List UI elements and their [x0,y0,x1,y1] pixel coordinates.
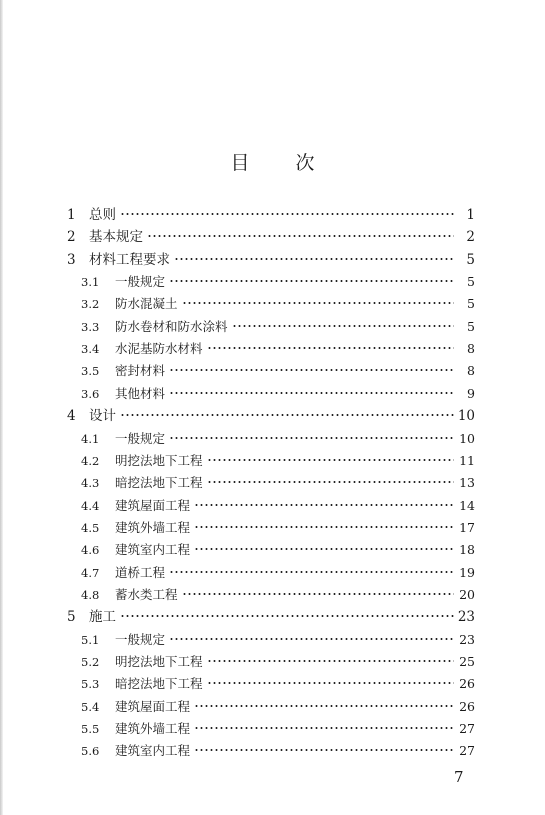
toc-entry[interactable] [81,360,475,382]
toc-entry[interactable] [67,405,475,427]
toc-entry-number: 4.6 [81,543,100,558]
toc-entry[interactable] [81,740,475,762]
toc-entry-label: 建筑外墙工程 [115,519,191,535]
toc-entry-page: 8 [467,341,475,357]
toc-entry-page: 1 [466,207,475,223]
toc-entry-page: 10 [457,408,475,425]
toc-entry-page: 5 [467,274,475,290]
toc-entry[interactable] [81,629,475,651]
toc-entry-number: 3.3 [81,319,100,334]
toc-entry[interactable] [81,472,475,494]
toc-entry-number: 3.6 [81,386,100,401]
toc-entry-page: 26 [459,698,475,714]
toc-entry-number: 2 [67,229,76,246]
toc-entry-label: 一般规定 [115,430,166,446]
toc-entry-label: 建筑室内工程 [115,743,191,759]
toc-entry[interactable] [81,651,475,673]
toc-entry[interactable] [81,539,475,561]
toc-entry-label: 基本规定 [89,229,143,246]
toc-entry-page: 5 [467,296,475,312]
toc-entry[interactable] [81,718,475,740]
toc-entry[interactable] [81,316,475,338]
toc-entry-number: 3.2 [81,297,100,312]
toc-entry[interactable] [81,495,475,517]
toc-entry[interactable] [81,428,475,450]
toc-entry-number: 3.5 [81,364,100,379]
toc-entry-number: 5 [67,609,76,626]
title-char-2: 次 [295,152,315,174]
toc-entry-number: 4.7 [81,565,100,580]
toc-entry-label: 暗挖法地下工程 [115,475,203,491]
toc-entry-page: 8 [467,363,475,379]
toc-entry-number: 4.3 [81,476,100,491]
toc-entry-number: 5.3 [81,677,100,692]
toc-entry-label: 明挖法地下工程 [115,452,203,468]
toc-entry-label: 水泥基防水材料 [115,341,203,357]
toc-entry-label: 设计 [89,408,116,425]
toc-entry[interactable] [81,696,475,718]
toc-entry-page: 27 [459,743,475,759]
toc-entry-label: 总则 [89,207,116,223]
toc-entry-number: 5.2 [81,655,100,669]
toc-entry[interactable] [81,517,475,539]
toc-leader-dots [194,699,454,713]
toc-leader-dots [207,475,454,489]
toc-entry-page: 27 [459,721,475,737]
toc-entry-page: 9 [467,385,475,401]
title-char-1: 目 [230,152,250,174]
toc-entry-label: 建筑室内工程 [115,542,191,558]
toc-entry[interactable] [81,293,475,315]
toc-leader-dots [194,542,454,556]
toc-entry-label: 防水混凝土 [115,296,178,312]
toc-entry-label: 其他材料 [115,385,166,401]
toc-leader-dots [207,654,454,668]
toc-leader-dots [194,520,454,534]
toc-entry-label: 蓄水类工程 [115,586,178,602]
toc-entry-page: 11 [459,452,475,468]
toc-entry-page: 25 [459,654,475,669]
toc-entry-number: 4.4 [81,498,100,513]
toc-leader-dots [147,229,454,243]
toc-entry-number: 1 [67,207,76,223]
toc-entry-number: 4 [67,408,76,425]
toc-entry[interactable] [81,383,475,405]
toc-entry-number: 5.5 [81,722,100,737]
toc-entry-label: 一般规定 [115,274,166,290]
toc-entry-label: 建筑屋面工程 [115,698,191,714]
toc-leader-dots [182,587,454,601]
toc-entry[interactable] [67,204,475,226]
toc-leader-dots [194,721,454,735]
toc-entry-page: 17 [459,519,475,535]
toc-entry[interactable] [67,226,475,248]
toc-entry-number: 4.2 [81,453,100,468]
toc-entry[interactable] [81,584,475,606]
toc-leader-dots [207,453,454,467]
toc-entry-page: 10 [459,430,475,446]
toc-entry-page: 23 [457,609,475,626]
toc-entry-page: 2 [466,229,475,246]
toc-leader-dots [174,252,454,266]
toc-entry[interactable] [67,606,475,628]
toc-entry-page: 5 [467,318,475,334]
toc-leader-dots [120,609,454,623]
toc-entry-label: 施工 [89,609,116,626]
toc-entry-label: 暗挖法地下工程 [115,676,203,692]
toc-entry-label: 密封材料 [115,363,166,379]
toc-leader-dots [120,207,454,221]
toc-leader-dots [207,341,454,355]
toc-leader-dots [169,386,454,400]
toc-entry-page: 26 [459,676,475,692]
toc-entry-label: 建筑外墙工程 [115,721,191,737]
toc-entry-label: 道桥工程 [115,564,166,580]
toc-leader-dots [169,274,454,288]
toc-entry-number: 4.5 [81,520,100,535]
toc-leader-dots [169,565,454,579]
toc-leader-dots [169,363,454,377]
toc-entry-number: 5.6 [81,744,100,759]
toc-entry[interactable] [81,450,475,472]
toc-entry-page: 13 [459,475,475,491]
toc-leader-dots [194,743,454,757]
toc-leader-dots [232,319,454,333]
toc-entry-number: 5.1 [81,632,100,647]
toc-leader-dots [169,431,454,445]
toc-entry-number: 5.4 [81,699,100,714]
toc-leader-dots [120,408,454,422]
toc-entry-page: 18 [459,542,475,558]
toc-entry[interactable] [67,249,475,271]
toc-entry-label: 建筑屋面工程 [115,497,191,513]
toc-entry-number: 3.1 [81,275,100,290]
toc-entry-label: 材料工程要求 [89,251,170,268]
toc-entry-label: 明挖法地下工程 [115,654,203,669]
toc-entry[interactable] [81,271,475,293]
toc-entry-label: 一般规定 [115,631,166,647]
page-number: 7 [454,768,464,786]
toc-entry-number: 4.1 [81,431,100,446]
toc-entry-page: 23 [459,631,475,647]
toc-leader-dots [182,296,454,310]
toc-entry[interactable] [81,562,475,584]
toc-entry-page: 19 [459,564,475,580]
toc-entry[interactable] [81,673,475,695]
toc-entry-page: 20 [459,586,475,602]
toc-entry-number: 4.8 [81,587,100,602]
toc-leader-dots [194,498,454,512]
toc-entry-page: 5 [466,251,475,268]
toc-entry[interactable] [81,338,475,360]
page-edge-shadow [0,0,3,815]
toc-entry-number: 3 [67,251,76,268]
toc-entry-number: 3.4 [81,342,100,357]
toc-leader-dots [169,632,454,646]
page-title [0,148,545,175]
toc-leader-dots [207,676,454,690]
toc-entry-label: 防水卷材和防水涂料 [115,318,228,334]
toc-entry-page: 14 [459,497,475,513]
